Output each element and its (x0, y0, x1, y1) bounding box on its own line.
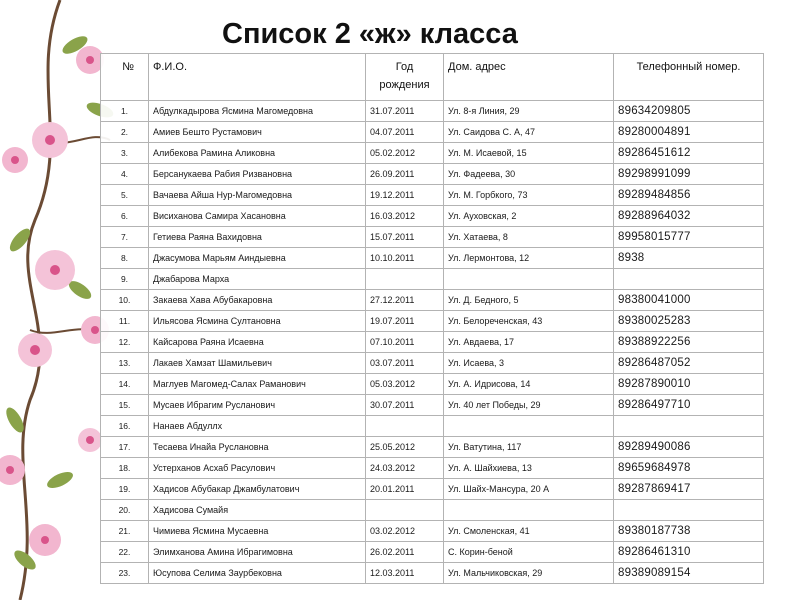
cell-number: 6. (101, 206, 149, 227)
cell-name: Устерханов Асхаб Расулович (149, 458, 366, 479)
cell-address: Ул. Д. Бедного, 5 (444, 290, 614, 311)
cell-address: Ул. А. Шайхиева, 13 (444, 458, 614, 479)
cell-name: Алибекова Рамина Аликовна (149, 143, 366, 164)
table-row (101, 101, 764, 122)
cell-phone: 89388922256 (614, 332, 764, 353)
cell-birth-date: 20.01.2011 (366, 479, 444, 500)
cell-number: 1. (101, 101, 149, 122)
cell-number: 9. (101, 269, 149, 290)
cell-address: Ул. Саидова С. А, 47 (444, 122, 614, 143)
cell-address: Ул. 40 лет Победы, 29 (444, 395, 614, 416)
cell-birth-date (366, 416, 444, 437)
cell-name: Кайсарова Раяна Исаевна (149, 332, 366, 353)
cell-name: Джасумова Марьям Аиндыевна (149, 248, 366, 269)
cell-phone (614, 416, 764, 437)
cell-number: 22. (101, 542, 149, 563)
cell-name: Элимханова Амина Ибрагимовна (149, 542, 366, 563)
cell-address: Ул. Лермонтова, 12 (444, 248, 614, 269)
cell-birth-date: 24.03.2012 (366, 458, 444, 479)
cell-name: Юсупова Селима Заурбековна (149, 563, 366, 584)
cell-phone: 98380041000 (614, 290, 764, 311)
cell-number: 12. (101, 332, 149, 353)
table-row (101, 290, 764, 311)
cell-name: Чимиева Ясмина Мусаевна (149, 521, 366, 542)
cell-name: Нанаев Абдуллх (149, 416, 366, 437)
cell-address: Ул. 8-я Линия, 29 (444, 101, 614, 122)
table-row (101, 332, 764, 353)
cell-address: Ул. Фадеева, 30 (444, 164, 614, 185)
cell-address (444, 269, 614, 290)
cell-number: 10. (101, 290, 149, 311)
cell-address: Ул. Хатаева, 8 (444, 227, 614, 248)
cell-birth-date: 30.07.2011 (366, 395, 444, 416)
student-list-table (100, 53, 764, 584)
table-row (101, 227, 764, 248)
cell-birth-date: 26.02.2011 (366, 542, 444, 563)
cell-birth-date: 07.10.2011 (366, 332, 444, 353)
table-row (101, 374, 764, 395)
cell-address: Ул. М. Исаевой, 15 (444, 143, 614, 164)
cell-birth-date (366, 269, 444, 290)
cell-address: Ул. Мальчиковская, 29 (444, 563, 614, 584)
table-row (101, 542, 764, 563)
cell-address: Ул. Авдаева, 17 (444, 332, 614, 353)
cell-birth-date: 05.03.2012 (366, 374, 444, 395)
cell-number: 16. (101, 416, 149, 437)
cell-birth-date (366, 500, 444, 521)
cell-name: Мусаев Ибрагим Русланович (149, 395, 366, 416)
table-row (101, 479, 764, 500)
column-header-name: Ф.И.О. (149, 54, 366, 101)
cell-birth-date: 03.02.2012 (366, 521, 444, 542)
cell-number: 13. (101, 353, 149, 374)
cell-number: 2. (101, 122, 149, 143)
cell-name: Джабарова Марха (149, 269, 366, 290)
cell-birth-date: 25.05.2012 (366, 437, 444, 458)
table-row (101, 143, 764, 164)
cell-name: Закаева Хава Абубакаровна (149, 290, 366, 311)
table-header-row (101, 54, 764, 101)
cell-name: Абдулкадырова Ясмина Магомедовна (149, 101, 366, 122)
cell-phone: 89380187738 (614, 521, 764, 542)
table-row (101, 437, 764, 458)
cell-number: 7. (101, 227, 149, 248)
cell-phone: 89289484856 (614, 185, 764, 206)
cell-address (444, 416, 614, 437)
table-row (101, 563, 764, 584)
cell-birth-date: 19.12.2011 (366, 185, 444, 206)
cell-phone: 89287869417 (614, 479, 764, 500)
cell-phone (614, 269, 764, 290)
cell-number: 14. (101, 374, 149, 395)
cell-phone (614, 500, 764, 521)
cell-address: Ул. Исаева, 3 (444, 353, 614, 374)
column-header-birth-year: Год рождения (366, 54, 444, 101)
cell-birth-date: 16.03.2012 (366, 206, 444, 227)
cell-name: Висиханова Самира Хасановна (149, 206, 366, 227)
table-row (101, 122, 764, 143)
cell-number: 19. (101, 479, 149, 500)
column-header-address: Дом. адрес (444, 54, 614, 101)
cell-birth-date: 26.09.2011 (366, 164, 444, 185)
table-row (101, 500, 764, 521)
column-header-phone: Телефонный номер. (614, 54, 764, 101)
cell-number: 5. (101, 185, 149, 206)
cell-phone: 89289490086 (614, 437, 764, 458)
cell-phone: 89286451612 (614, 143, 764, 164)
cell-address: Ул. Белореченская, 43 (444, 311, 614, 332)
table-row (101, 311, 764, 332)
column-header-number: № (101, 54, 149, 101)
cell-phone: 89659684978 (614, 458, 764, 479)
cell-birth-date: 15.07.2011 (366, 227, 444, 248)
cell-birth-date: 19.07.2011 (366, 311, 444, 332)
table-row (101, 353, 764, 374)
cell-name: Амиев Бешто Рустамович (149, 122, 366, 143)
cell-phone: 89389089154 (614, 563, 764, 584)
cell-number: 17. (101, 437, 149, 458)
cell-phone: 89288964032 (614, 206, 764, 227)
cell-number: 21. (101, 521, 149, 542)
cell-number: 8. (101, 248, 149, 269)
table-row (101, 458, 764, 479)
cell-birth-date: 12.03.2011 (366, 563, 444, 584)
cell-address: Ул. Ауховская, 2 (444, 206, 614, 227)
table-row (101, 521, 764, 542)
cell-phone: 89286461310 (614, 542, 764, 563)
cell-name: Ильясова Ясмина Султановна (149, 311, 366, 332)
cell-birth-date: 10.10.2011 (366, 248, 444, 269)
cell-name: Берсанукаева Рабия Ризвановна (149, 164, 366, 185)
table-row (101, 269, 764, 290)
cell-birth-date: 04.07.2011 (366, 122, 444, 143)
cell-address: С. Корин-беной (444, 542, 614, 563)
cell-phone: 89287890010 (614, 374, 764, 395)
cell-number: 3. (101, 143, 149, 164)
table-row (101, 248, 764, 269)
cell-address: Ул. А. Идрисова, 14 (444, 374, 614, 395)
cell-birth-date: 31.07.2011 (366, 101, 444, 122)
cell-name: Тесаева Инайа Руслановна (149, 437, 366, 458)
cell-birth-date: 05.02.2012 (366, 143, 444, 164)
table-row (101, 416, 764, 437)
cell-name: Лакаев Хамзат Шамильевич (149, 353, 366, 374)
cell-phone: 89958015777 (614, 227, 764, 248)
cell-number: 11. (101, 311, 149, 332)
cell-number: 23. (101, 563, 149, 584)
cell-birth-date: 03.07.2011 (366, 353, 444, 374)
cell-name: Хадисов Абубакар Джамбулатович (149, 479, 366, 500)
cell-address: Ул. Шайх-Мансура, 20 А (444, 479, 614, 500)
cell-phone: 89380025283 (614, 311, 764, 332)
cell-address: Ул. Ватутина, 117 (444, 437, 614, 458)
table-row (101, 206, 764, 227)
cell-number: 20. (101, 500, 149, 521)
cell-name: Хадисова Сумайя (149, 500, 366, 521)
cell-address (444, 500, 614, 521)
cell-name: Вачаева Айша Нур-Магомедовна (149, 185, 366, 206)
cell-phone: 8938 (614, 248, 764, 269)
cell-phone: 89298991099 (614, 164, 764, 185)
cell-name: Маглуев Магомед-Салах Раманович (149, 374, 366, 395)
cell-address: Ул. Смоленская, 41 (444, 521, 614, 542)
table-row (101, 395, 764, 416)
cell-phone: 89286487052 (614, 353, 764, 374)
cell-number: 18. (101, 458, 149, 479)
cell-address: Ул. М. Горбкого, 73 (444, 185, 614, 206)
cell-phone: 89280004891 (614, 122, 764, 143)
table-row (101, 164, 764, 185)
cell-phone: 89286497710 (614, 395, 764, 416)
table-row (101, 185, 764, 206)
cell-number: 15. (101, 395, 149, 416)
page-title: Список 2 «ж» класса (222, 18, 518, 50)
cell-birth-date: 27.12.2011 (366, 290, 444, 311)
cell-name: Гетиева Раяна Вахидовна (149, 227, 366, 248)
cell-phone: 89634209805 (614, 101, 764, 122)
cell-number: 4. (101, 164, 149, 185)
